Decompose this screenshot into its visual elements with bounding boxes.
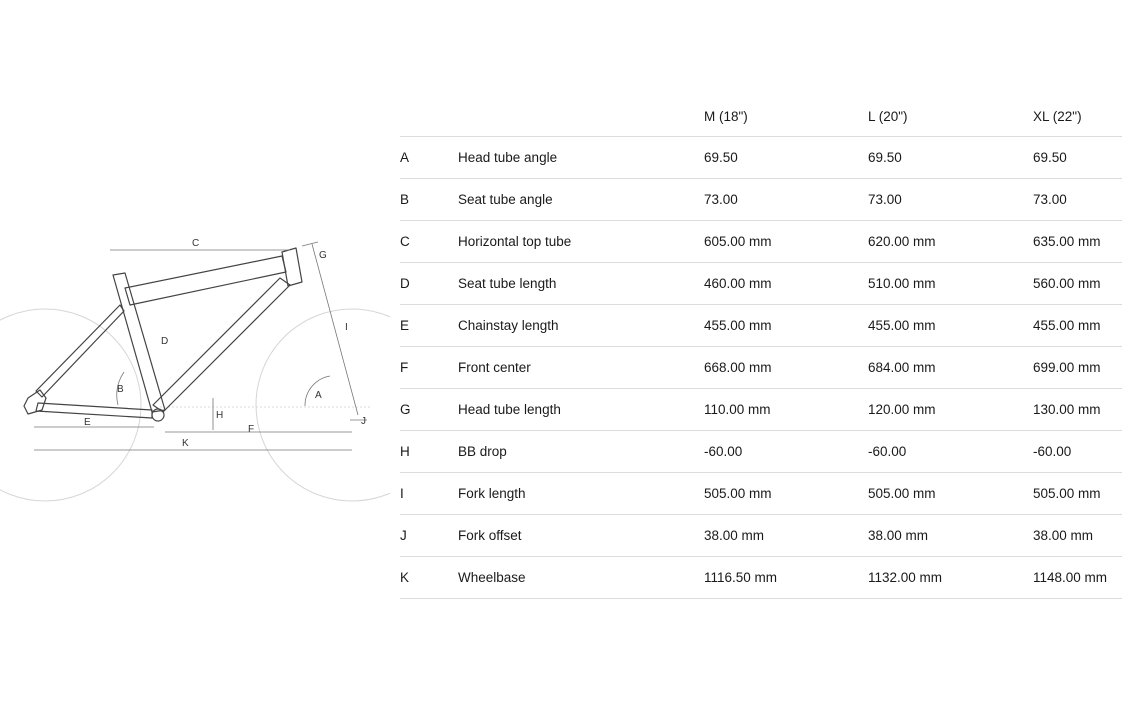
row-name: BB drop — [458, 431, 704, 473]
table-header-row — [400, 96, 1122, 137]
label-g: G — [319, 250, 327, 261]
row-key: H — [400, 431, 458, 473]
table-row — [400, 179, 1122, 221]
label-b: B — [117, 384, 124, 395]
header-size-m: M (18") — [704, 108, 748, 124]
row-value-l: 120.00 mm — [868, 389, 1033, 431]
label-d: D — [161, 336, 169, 347]
row-key: J — [400, 515, 458, 557]
row-value-l: 505.00 mm — [868, 473, 1033, 515]
row-key: B — [400, 179, 458, 221]
label-c: C — [192, 238, 200, 249]
header-key — [400, 96, 458, 137]
header-name — [458, 96, 704, 137]
row-value-xl: 38.00 mm — [1033, 515, 1122, 557]
row-value-m: 110.00 mm — [704, 389, 868, 431]
row-name: Horizontal top tube — [458, 221, 704, 263]
table-row — [400, 473, 1122, 515]
table-row — [400, 263, 1122, 305]
row-value-l: 69.50 — [868, 137, 1033, 179]
row-key: A — [400, 137, 458, 179]
label-f: F — [248, 424, 255, 435]
label-e: E — [84, 417, 91, 428]
row-value-m: 460.00 mm — [704, 263, 868, 305]
row-name: Seat tube angle — [458, 179, 704, 221]
label-a: A — [315, 390, 322, 401]
row-key: E — [400, 305, 458, 347]
row-value-xl: 560.00 mm — [1033, 263, 1122, 305]
label-h: H — [216, 410, 224, 421]
row-value-l: 38.00 mm — [868, 515, 1033, 557]
row-name: Fork length — [458, 473, 704, 515]
row-value-xl: 73.00 — [1033, 179, 1122, 221]
row-value-l: 1132.00 mm — [868, 557, 1033, 599]
row-value-xl: 455.00 mm — [1033, 305, 1122, 347]
row-name: Front center — [458, 347, 704, 389]
row-key: I — [400, 473, 458, 515]
row-key: F — [400, 347, 458, 389]
row-key: G — [400, 389, 458, 431]
header-size-xl: XL (22") — [1033, 108, 1082, 124]
row-value-l: -60.00 — [868, 431, 1033, 473]
row-value-m: 38.00 mm — [704, 515, 868, 557]
front-wheel-outline — [256, 309, 390, 501]
row-name: Head tube length — [458, 389, 704, 431]
table-row — [400, 137, 1122, 179]
row-name: Seat tube length — [458, 263, 704, 305]
bike-geometry-diagram — [0, 200, 390, 530]
row-key: K — [400, 557, 458, 599]
row-name: Fork offset — [458, 515, 704, 557]
row-value-m: 605.00 mm — [704, 221, 868, 263]
row-value-m: 455.00 mm — [704, 305, 868, 347]
table-row — [400, 515, 1122, 557]
row-value-l: 684.00 mm — [868, 347, 1033, 389]
row-value-l: 620.00 mm — [868, 221, 1033, 263]
table-row — [400, 389, 1122, 431]
row-value-xl: 1148.00 mm — [1033, 557, 1122, 599]
geometry-table — [400, 96, 1122, 599]
table-row — [400, 305, 1122, 347]
table-row — [400, 347, 1122, 389]
label-k: K — [182, 438, 189, 449]
row-value-xl: 635.00 mm — [1033, 221, 1122, 263]
row-value-xl: 505.00 mm — [1033, 473, 1122, 515]
row-value-xl: 69.50 — [1033, 137, 1122, 179]
header-size-l: L (20") — [868, 108, 908, 124]
row-value-m: 73.00 — [704, 179, 868, 221]
row-value-m: 1116.50 mm — [704, 557, 868, 599]
row-value-m: 505.00 mm — [704, 473, 868, 515]
row-value-l: 455.00 mm — [868, 305, 1033, 347]
row-key: C — [400, 221, 458, 263]
frame — [24, 248, 302, 421]
row-name: Head tube angle — [458, 137, 704, 179]
row-name: Wheelbase — [458, 557, 704, 599]
table-row — [400, 221, 1122, 263]
row-value-xl: 699.00 mm — [1033, 347, 1122, 389]
table-row — [400, 431, 1122, 473]
row-value-xl: 130.00 mm — [1033, 389, 1122, 431]
row-key: D — [400, 263, 458, 305]
row-value-l: 73.00 — [868, 179, 1033, 221]
label-i: I — [345, 322, 348, 333]
table-row — [400, 557, 1122, 599]
row-value-m: -60.00 — [704, 431, 868, 473]
label-j: J — [361, 416, 366, 427]
row-value-m: 69.50 — [704, 137, 868, 179]
row-value-l: 510.00 mm — [868, 263, 1033, 305]
row-value-xl: -60.00 — [1033, 431, 1122, 473]
row-value-m: 668.00 mm — [704, 347, 868, 389]
row-name: Chainstay length — [458, 305, 704, 347]
